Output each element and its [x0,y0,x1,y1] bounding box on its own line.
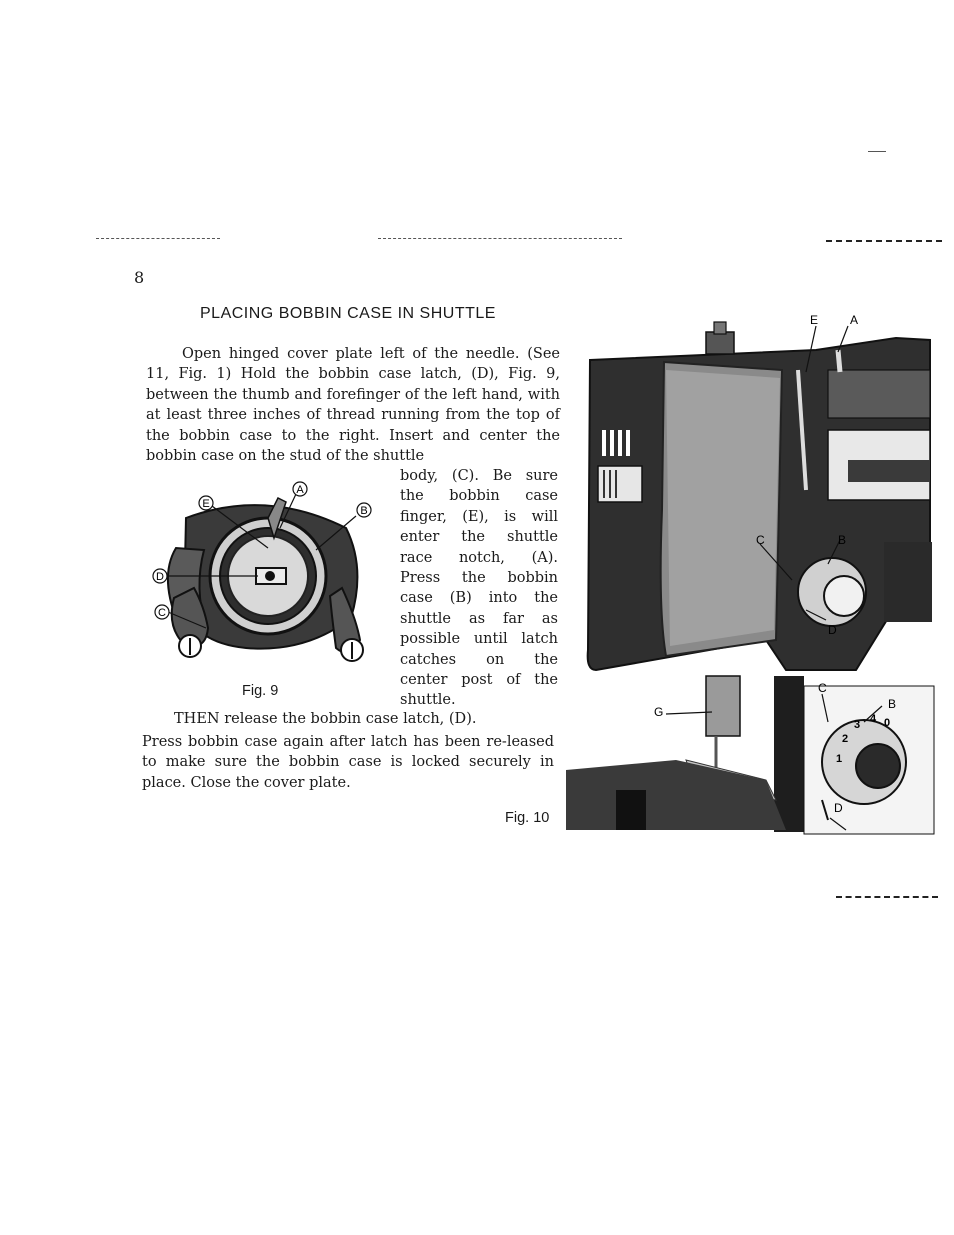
scan-mark-top-left [96,238,220,239]
figure-9-bobbin-case-illustration [146,478,394,678]
fig9-callout-c [155,605,169,619]
fig10-dial-number-4: 4 [870,713,877,725]
fig9-callout-b [357,503,371,517]
fig9-callout-e [199,496,213,510]
fig9-callout-a [293,482,307,496]
instruction-paragraph-2: Press bobbin case again after latch has been re-leased to make sure the bobbin case is locked securely in place. Close the cover plate. [142,734,554,791]
fig10-callout-b-upper: B [838,533,847,547]
fig10-callout-b-lower: B [888,697,897,711]
figure-10-machine-illustration [566,310,936,838]
scan-mark-top-mid [378,238,622,239]
fig10-dial-number-2: 2 [842,733,849,745]
fig10-callout-d-lower: D [834,801,843,815]
figure-10-caption: Fig. 10 [505,810,550,826]
fig10-callout-c-lower: C [818,681,827,695]
instruction-paragraph-1: Open hinged cover plate left of the needle. (See 11, Fig. 1) Hold the bobbin case latch, (D), Fig. 9, between the thumb and forefinger of the left hand, with at least three inches of thread running from the top of the bobbin case to the right. Insert and center the bobbin case on the stud of the shuttle [146,346,560,465]
page-number: 8 [134,268,145,287]
figure-9-caption: Fig. 9 [242,683,279,699]
fig10-callout-e: E [810,313,819,327]
scan-mark-top-right [826,240,942,242]
svg-text:B: B [360,505,368,517]
scan-mark-corner [868,151,886,152]
svg-text:C: C [158,607,166,619]
fig10-dial-number-3: 3 [854,719,861,731]
section-title: PLACING BOBBIN CASE IN SHUTTLE [200,305,496,322]
instruction-paragraph-side: body, (C). Be sure the bobbin case finger, (E), is will enter the shuttle race notch, (A). Press the bobbin case (B) into the shuttle as far as possible until latch catches on the center post of the shuttle. [400,468,558,709]
fig10-dial-number-1: 1 [836,753,843,765]
fig10-callout-a: A [850,313,859,327]
fig10-callout-d-upper: D [828,623,837,637]
fig10-dial-number-0: 0 [884,717,891,729]
scan-mark-bottom-right [836,896,938,898]
svg-text:D: D [156,571,164,583]
fig10-callout-c-upper: C [756,533,765,547]
svg-text:A: A [296,484,304,496]
svg-text:E: E [202,498,210,510]
fig10-callout-g: G [654,705,664,719]
fig9-callout-d [153,569,167,583]
instruction-release-latch: THEN release the bobbin case latch, (D). [174,711,477,727]
